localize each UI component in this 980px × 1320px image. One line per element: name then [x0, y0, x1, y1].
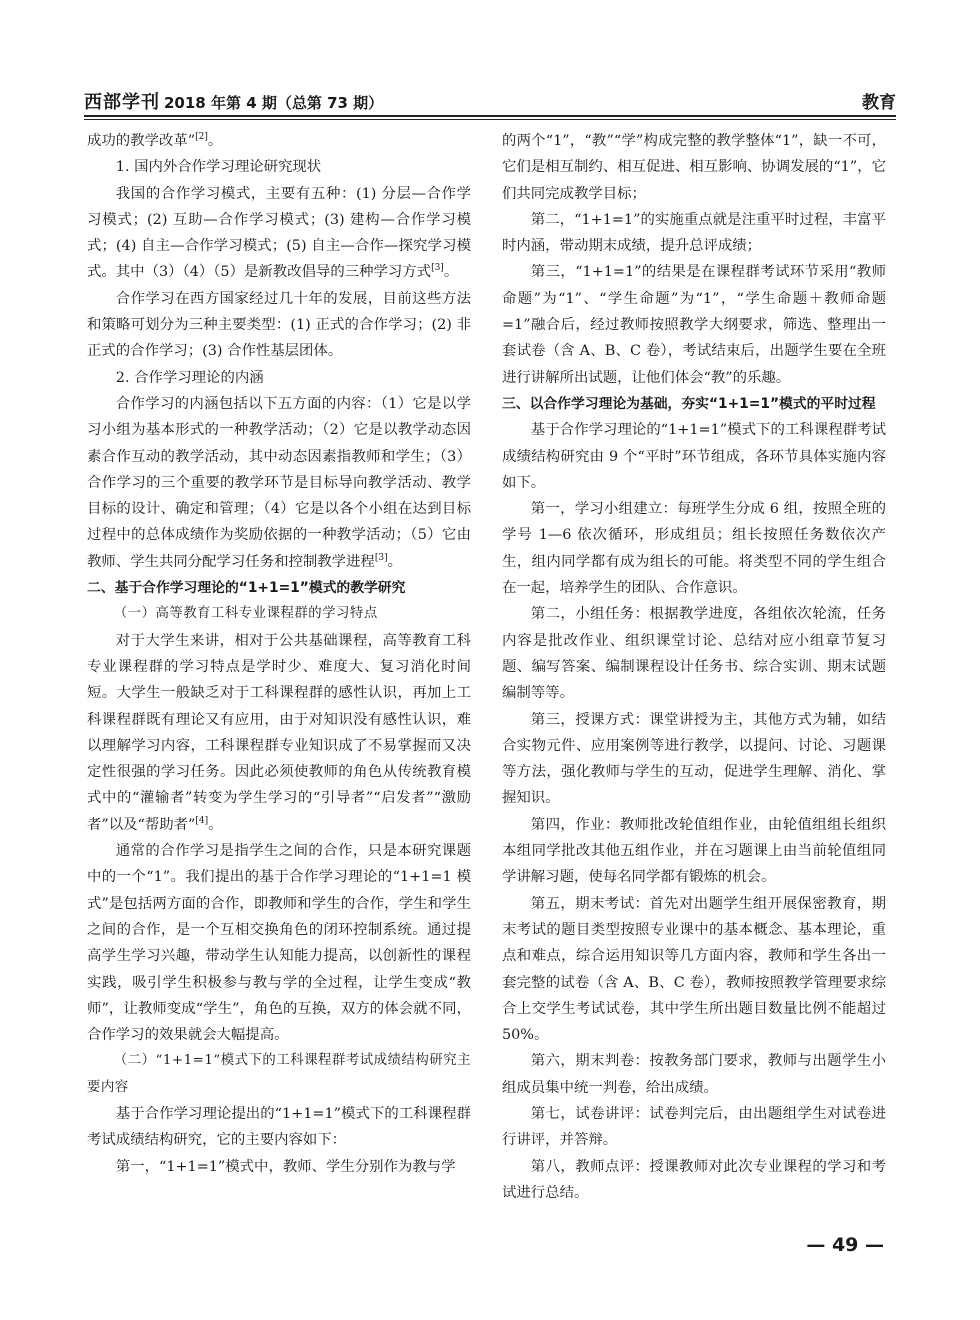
section-heading: [87, 1048, 471, 1101]
paragraph-text: 基于合作学习理论的“1+1=1”模式下的工科课程群考试成绩结构研究由 9 个“平时”环节组成，各环节具体实施内容如下。: [502, 422, 886, 491]
punctuation: 。: [443, 264, 459, 281]
paragraph: [502, 1154, 886, 1207]
section-heading: [87, 601, 471, 627]
paragraph-text: （一）高等教育工科专业课程群的学习特点: [113, 606, 378, 622]
page-number: — 49 —: [806, 1234, 884, 1256]
paragraph-text: 第五，期末考试：首先对出题学生组开展保密教育，期末考试的题目类型按照专业课中的基本概念、基本理论，重点和难点，综合运用知识等几方面内容，教师和学生各出一套完整的试卷（含 A、B、C 卷），教师按照教学管理要求综合上交学生考试试卷，其中学生所出题目数量比例不能超过 50%。: [502, 895, 886, 1044]
paragraph: [87, 1101, 471, 1154]
right-column: [502, 128, 886, 1206]
header-rule: [84, 115, 896, 117]
paragraph: [502, 259, 886, 390]
citation-ref: [3]: [374, 552, 388, 563]
paragraph: [502, 496, 886, 601]
punctuation: 。: [387, 553, 402, 570]
paragraph: [502, 891, 886, 1049]
paragraph: [87, 286, 471, 365]
paragraph-text: 合作学习的内涵包括以下五方面的内容：（1）它是以学习小组为基本形式的一种教学活动；（2）它是以教学动态因素合作互动的教学活动，其中动态因素指教师和学生；（3）合作学习的三个重要的教学环节是目标导向教学活动、教学目标的设计、确定和管理；（4）它是以各个小组在达到目标过程中的总体成绩作为奖励依据的一种教学活动；（5）它由教师、学生共同分配学习任务和控制教学进程: [87, 395, 471, 570]
section-heading: [502, 391, 886, 417]
paragraph-text: 成功的教学改革”: [87, 133, 196, 149]
paragraph-text: 第八，教师点评：授课教师对此次专业课程的学习和考试进行总结。: [502, 1158, 886, 1201]
paragraph-text: 合作学习在西方国家经过几十年的发展，目前这些方法和策略可划分为三种主要类型：(1) 正式的合作学习；(2) 非正式的合作学习；(3) 合作性基层团体。: [87, 290, 471, 360]
running-header: [84, 88, 896, 116]
paragraph-text: 第六，期末判卷：按教务部门要求，教师与出题学生小组成员集中统一判卷，给出成绩。: [502, 1053, 886, 1096]
citation-ref: [4]: [195, 815, 209, 826]
punctuation: 。: [207, 133, 223, 149]
paragraph: [87, 128, 471, 154]
punctuation: 。: [208, 816, 223, 833]
section-heading: [87, 575, 471, 601]
paragraph-text: 1. 国内外合作学习理论研究现状: [115, 159, 322, 176]
paragraph-text: 的两个“1”，“教”“学”构成完整的教学整体“1”，缺一不可，它们是相互制约、相互促进、相互影响、协调发展的“1”，它们共同完成教学目标；: [502, 133, 886, 202]
paragraph-text: 通常的合作学习是指学生之间的合作，只是本研究课题中的一个“1”。我们提出的基于合作学习理论的“1+1=1 模式”是包括两方面的合作，即教师和学生的合作，学生和学生之间的合作，是一个互相交换角色的闭环控制系统。通过提高学生学习兴趣，带动学生认知能力提高，以创新性的课程实践，吸引学生积极参与教与学的全过程，让学生变成“教师”，让教师变成“学生”，角色的互换，双方的体会就不同，合作学习的效果就会大幅提高。: [87, 843, 471, 1044]
paragraph: [87, 391, 471, 575]
paragraph: [87, 838, 471, 1048]
paragraph-text: 第二，“1+1=1”的实施重点就是注重平时过程，丰富平时内涵，带动期末成绩，提升总评成绩；: [502, 211, 886, 255]
paragraph-text: 基于合作学习理论提出的“1+1=1”模式下的工科课程群考试成绩结构研究，它的主要内容如下：: [87, 1105, 471, 1149]
paragraph: [87, 181, 471, 286]
paragraph-text: 第一，学习小组建立：每班学生分成 6 组，按照全班的学号 1—6 依次循环，形成组员；组长按照任务数依次产生，组内同学都有成为组长的可能。将类型不同的学生组合在一起，培养学生的团队、合作意识。: [502, 501, 886, 597]
paragraph-text: 第七，试卷讲评：试卷判完后，由出题组学生对试卷进行讲评，并答辩。: [502, 1105, 886, 1149]
citation-ref: [3]: [431, 263, 444, 274]
paragraph-text: 我国的合作学习模式，主要有五种：(1) 分层—合作学习模式；(2) 互助—合作学习模式；(3) 建构—合作学习模式；(4) 自主—合作学习模式；(5) 自主—合作—探究学习模式。其中（3）（4）（5）是新教改倡导的三种学习方式: [87, 185, 471, 281]
paragraph-text: 第三，授课方式：课堂讲授为主，其他方式为辅，如结合实物元件、应用案例等进行教学，以提问、讨论、习题课等方法，强化教师与学生的互动，促进学生理解、消化、掌握知识。: [502, 711, 886, 807]
paragraph: [87, 1154, 471, 1180]
paragraph: [87, 628, 471, 838]
paragraph: [502, 812, 886, 891]
paragraph: [87, 154, 471, 180]
section-name: 教育: [862, 93, 896, 113]
paragraph: [502, 707, 886, 812]
paragraph-text: （二）“1+1=1”模式下的工科课程群考试成绩结构研究主要内容: [87, 1053, 471, 1095]
journal-title: [84, 88, 383, 114]
paragraph: [502, 417, 886, 496]
left-column: [87, 128, 471, 1180]
paragraph: [502, 601, 886, 706]
journal-logo: 西部学刊: [84, 92, 160, 113]
paragraph: [502, 1101, 886, 1154]
paragraph: [502, 128, 886, 207]
paragraph-text: 第一，“1+1=1”模式中，教师、学生分别作为教与学: [115, 1158, 456, 1175]
paragraph: [502, 1048, 886, 1101]
paragraph-text: 第四，作业：教师批改轮值组作业，由轮值组组长组织本组同学批改其他五组作业，并在习题课上由当前轮值组同学讲解习题，使每名同学都有锻炼的机会。: [502, 816, 886, 886]
issue-info: 2018 年第 4 期（总第 73 期）: [164, 94, 384, 112]
paragraph-text: 对于大学生来讲，相对于公共基础课程，高等教育工科专业课程群的学习特点是学时少、难度大、复习消化时间短。大学生一般缺乏对于工科课程群的感性认识，再加上工科课程群既有理论又有应用，由于对知识没有感性认识，难以理解学习内容，工科课程群专业知识成了不易掌握而又决定性很强的学习任务。因此必须使教师的角色从传统教育模式中的“灌输者”转变为学生学习的“引导者”“启发者”“激励者”以及“帮助者”: [87, 632, 471, 833]
paragraph-text: 三、以合作学习理论为基础，夯实“1+1=1”模式的平时过程: [502, 395, 876, 412]
header-rule-thin: [84, 119, 896, 120]
paragraph-text: 2. 合作学习理论的内涵: [115, 369, 264, 386]
paragraph-text: 二、基于合作学习理论的“1+1=1”模式的教学研究: [87, 580, 406, 597]
paragraph-text: 第二，小组任务：根据教学进度，各组依次轮流，任务内容是批改作业、组织课堂讨论、总结对应小组章节复习题、编写答案、编制课程设计任务书、综合实训、期末试题编制等等。: [502, 606, 886, 702]
paragraph: [87, 365, 471, 391]
paragraph: [502, 207, 886, 260]
paragraph-text: 第三，“1+1=1”的结果是在课程群考试环节采用“教师命题”为“1”、“学生命题”为“1”，“学生命题＋教师命题=1”融合后，经过教师按照教学大纲要求，筛选、整理出一套试卷（含 A、B、C 卷），考试结束后，出题学生要在全班进行讲解所出试题，让他们体会“教”的乐趣。: [502, 264, 886, 386]
citation-ref: [2]: [195, 132, 208, 143]
